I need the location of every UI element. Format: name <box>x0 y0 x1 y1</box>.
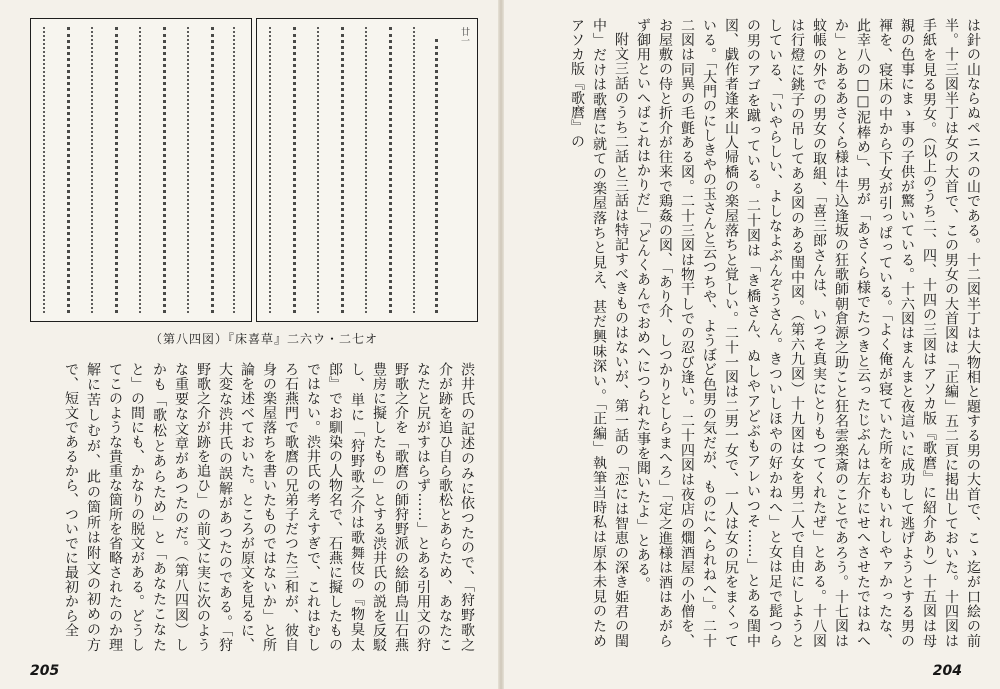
facsimile-folio-mark: 廿一 <box>459 27 469 45</box>
page-number-right: 204 <box>932 663 962 679</box>
page-204 <box>504 0 1000 689</box>
right-paragraph-2: 附文三話のうち二話と三話は特記すべきものはないが、第一話の「恋には智恵の深き姫君の閨中」だけは歌麿に就ての楽屋落ちと見え、甚だ興味深い。「正編」執筆当時私は原本未見のためアソカ版『歌麿』の <box>569 18 629 648</box>
left-paragraph: 渋井氏の記述のみに依つたので、「狩野歌之介が跡を追ひ自ら歌松とあらため、あなたこなたと尻がすはらず……」とある引用文の狩野歌之介を「歌麿の師狩野派の絵師鳥山石燕豊房に擬したもの」とする渋井氏の説を反駁し、単に「狩野歌之介は歌舞伎の『物臭太郎』でお馴染の人物名で、石燕に擬したものではない。渋井氏の考えすぎで、これはむしろ石燕門で歌麿の兄弟子だつた三和が、彼自身の楽屋落ちを書いたものではないか」と所論を述べておいた。ところが原文を見るに、大変な渋井氏の誤解があつたのである。「狩野歌之介が跡を追ひ」の前文に実に次のような重要な文章があつたのだ。（第八四図）しかも「歌松とあらため」と「あなたこなたと」の間にも、かなりの脱文がある。どうしてこのような貴重な箇所を省略されたのか理解に苦しむが、此の箇所は附文の初めの方で、短文であるから、ついでに最初から全 <box>63 362 475 652</box>
left-body-text <box>20 362 478 652</box>
facsimile-right-sheet <box>256 18 478 322</box>
figure-caption: （第八四図）『床喜草』二六ウ・二七オ <box>150 332 379 346</box>
right-body-text <box>514 18 984 648</box>
page-205 <box>0 0 498 689</box>
manuscript-facsimile <box>30 18 478 322</box>
page-number-left: 205 <box>30 663 60 679</box>
facsimile-left-sheet <box>30 18 252 322</box>
right-paragraph-1: は針の山ならぬペニスの山である。十二図半丁は大物相と題する男の大首で、こゝ迄が口絵の前半。十三図半丁は女の大首で、この男女の大首図は「正編」五二頁に掲出しておいた。十四図は手紙を見る男女。（以上のうち二、四、十四の三図はアソカ版『歌麿』に紹介あり）十五図は母親の色事にまゝ事の子供が驚いている。十六図はまんまと夜這いに成功して逃げようとする男の褌を、寝床の中から下女が引っぱっている。「よく俺が寝ていた所をおもいれしやァかったな、此幸八の□□泥棒め」、男が「あさくら様でたつきと云ったじぶんは左介にせへさせたではねへか」とあるあさくら様は牛込逢坂の狂歌師朝倉源之助こと狂名雲楽斎のことであろう。十七図は蚊帳の外での男女の取組、「喜三郎さんは、いつそ真実にとりもつてくれたぜ」とある。十八図は行燈に銚子の吊してある図のある閨中図。（第六九図）十九図は女を男二人で自由にしようとしている、「いやらしい、よしなよぶんぞうさん。きついしほやの好かねへ」と女は足で髭つらの男のアゴを蹴っている。二十図は「き橋さん、ぬしやアどぶもアレいつそ……」とある閨中図、戯作者逢来山人帰橋の楽屋落ちと覚しい。二十一図は二男一女で、一人は女の尻をまくっている。「大門のにしきやの玉さんと云つちや、ようぼど色男の気だが、ものにへられねへ」。二十二図は同異の毛氈ある図。二十三図は物干しでの忍び逢い。二十四図は夜店の燗酒屋の小僧を、お屋敷の侍と折介が往来で鶏姦の図、「あり介、しつかりとしらまへろ」「定之進様は酒はあがらず御用といへばこれはかりだ」「どんくあんでおめへにつられた事を聞いたよ」とある。 <box>635 18 981 649</box>
